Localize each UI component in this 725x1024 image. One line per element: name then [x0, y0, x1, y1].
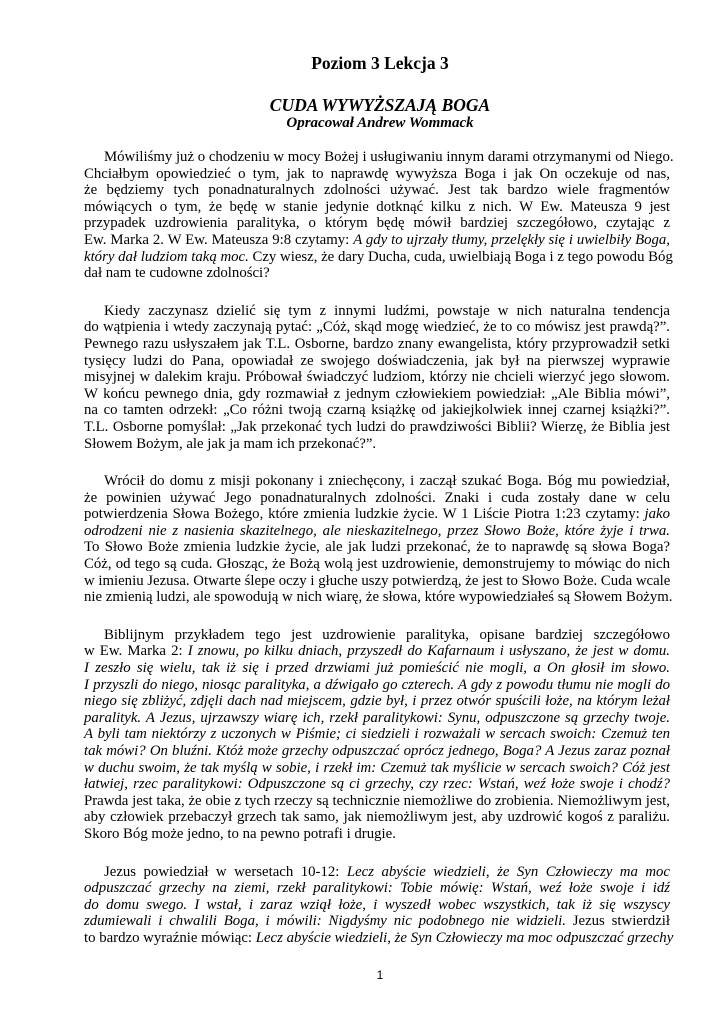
text-line — [84, 864, 670, 881]
scripture-quote: A byli tam niektórzy z uczonych w Piśmie; ci siedzieli i rozważali w sercach swoich: Czemuż ten — [84, 726, 670, 743]
text-run: nie zmienią ludzi, ale spowodują w nich wiarę, że słowa, które wypowiedziałeś są Słowem Bożym. — [84, 589, 673, 606]
text-line — [84, 215, 670, 232]
scripture-quote: odrodzeni nie z nasienia skazitelnego, ale nieskazitelnego, przez Słowo Boże, które żyje i trwa. — [84, 522, 670, 539]
text-run: To Słowo Boże zmienia ludzkie życie, ale jak ludzi przekonać, że to naprawdę są słowa Boga? — [84, 539, 670, 556]
text-line — [84, 929, 674, 947]
text-run: że powinien używać Jego ponadnaturalnych zdolności. Znaki i cuda zostały dane w celu — [84, 489, 670, 506]
scripture-quote: Lecz abyście wiedzieli, że Syn Człowieczy ma moc — [346, 863, 670, 880]
text-line — [84, 556, 670, 573]
text-line — [84, 182, 670, 199]
text-run: Biblijnym przykładem tego jest uzdrowienie paralityka, opisane bardziej szczegółowo — [104, 626, 670, 643]
text-run: Ew. Marka 2. W Ew. Mateusza 9:8 czytamy: — [84, 231, 354, 248]
page-number: 1 — [376, 968, 384, 982]
text-run: tysięcy ludzi do Pana, opowiadał ze swojego doświadczenia, jak był na pierwszej wyprawie — [84, 352, 670, 369]
text-line — [84, 693, 670, 710]
text-line — [84, 760, 670, 777]
paragraph — [84, 149, 674, 282]
text-line — [84, 506, 670, 523]
scripture-quote: I zeszło się wielu, tak iż się i przed drzwiami już pomieścić nie mogli, a On głosił im słowo. — [84, 660, 670, 677]
lesson-title: CUDA WYWYŻSZAJĄ BOGA — [269, 95, 491, 115]
text-run: Wrócił do domu z misji pokonany i zniechęcony, i zaczął szukać Boga. Bóg mu powiedział, — [104, 473, 670, 490]
scripture-quote: który dał ludziom taką moc. — [84, 248, 249, 265]
text-run: w Ew. Marka 2: — [84, 643, 188, 660]
scripture-quote: zdumiewali i chwalili Boga, i mówili: Nigdyśmy nic podobnego nie widzieli. — [84, 913, 566, 930]
text-line — [84, 726, 670, 743]
text-run: T.L. Osborne pomyślał: „Jak przekonać tych ludzi do prawdziwości Biblii? Wierzę, że Biblia jest — [84, 418, 670, 435]
text-run: to bardzo wyraźnie mówiąc: — [84, 929, 256, 946]
text-line — [84, 539, 670, 556]
text-run: że będziemy tych ponadnaturalnych zdolności używać. Jest tak bardzo wiele fragmentów — [84, 182, 670, 199]
scripture-quote: jako — [644, 506, 670, 523]
text-run: Prawda jest taka, że obie z tych rzeczy są technicznie niemożliwe do zrobienia. Niemożliwym jest, — [84, 792, 670, 809]
paragraph — [84, 627, 670, 843]
text-line — [84, 336, 670, 353]
text-run: misyjnej w dalekim kraju. Próbował świadczyć ludziom, którzy nie chcieli wierzyć jego słowom. — [84, 369, 670, 386]
text-line — [84, 473, 670, 490]
text-line — [84, 490, 670, 507]
text-line — [84, 913, 670, 930]
text-line — [84, 826, 670, 843]
text-run: potwierdzenia Słowa Bożego, które zmienia ludzkie życie. W 1 Liście Piotra 1:23 czytamy: — [84, 506, 645, 523]
text-run: mówiących o tym, że będę w stanie jedynie dotknąć kilku z nich. W Ew. Mateusza 9 jest — [84, 198, 670, 215]
text-line — [84, 386, 670, 403]
scripture-quote: A gdy to ujrzały tłumy, przelękły się i uwielbiły Boga, — [353, 231, 671, 248]
text-line — [84, 793, 670, 810]
text-line — [84, 809, 670, 826]
text-run: Słowem Bożym, ale jak ja mam ich przekonać?”. — [84, 435, 377, 452]
text-run: aby człowiek przebaczył grzech tak samo, jak niemożliwym jest, aby uzdrowić kogoś z paraliżu. — [84, 809, 670, 826]
text-run: przypadek uzdrowienia paralityka, o którym będę mówił bardziej szczegółowo, czytając z — [84, 215, 670, 232]
paragraph — [84, 473, 673, 606]
text-run: do wątpienia i wtedy zaczynają pytać: „Cóż, skąd mogę wiedzieć, że to co mówisz jest prawdą?”. — [84, 319, 670, 336]
text-line — [84, 419, 670, 436]
text-line — [84, 743, 670, 760]
scripture-quote: odpuszczać grzechy na ziemi, rzekł paralitykowi: Tobie mówię: Wstań, weź łoże swoje i idź — [84, 880, 670, 897]
text-line — [84, 573, 670, 590]
scripture-quote: do domu swego. I wstał, i zaraz wziął łoże, i wyszedł wobec wszystkich, tak iż się wszyscy — [84, 896, 670, 913]
text-line — [84, 402, 670, 419]
text-run: Cóż, od tego są cuda. Głosząc, że Bożą wolą jest uzdrowienie, demonstrujemy to mówiąc do nich — [84, 556, 670, 573]
text-line — [84, 710, 670, 727]
text-line — [84, 353, 670, 370]
text-line — [84, 199, 670, 216]
scripture-quote: I znowu, po kilku dniach, przyszedł do Kafarnaum i usłyszano, że jest w domu. — [187, 643, 670, 660]
text-line — [84, 319, 670, 336]
text-line — [84, 589, 673, 606]
text-run: Chciałbym opowiedzieć o tym, jak to naprawdę wywyższa Boga i jak On oczekuje od nas, — [84, 165, 670, 182]
text-line — [84, 265, 670, 282]
text-line — [84, 436, 670, 453]
scripture-quote: w duchu swoim, że tak myślą w sobie, i rzekł im: Czemuż tak myślicie w sercach swoich? Cóż jest — [84, 759, 670, 776]
scripture-quote: Lecz abyście wiedzieli, że Syn Człowieczy ma moc odpuszczać grzechy — [255, 929, 674, 946]
text-line — [84, 897, 670, 914]
text-run: Mówiliśmy już o chodzeniu w mocy Bożej i usługiwaniu innym darami otrzymanymi od Niego. — [104, 149, 674, 165]
author-line: Opracował Andrew Wommack — [286, 115, 474, 131]
text-run: Skoro Bóg może jedno, to na pewno potrafi i drugie. — [84, 825, 396, 842]
text-line — [84, 248, 673, 266]
document-title: Poziom 3 Lekcja 3 — [311, 53, 449, 73]
text-line — [84, 643, 670, 660]
scripture-quote: tak mówi? On bluźni. Któż może grzechy odpuszczać oprócz jednego, Boga? A Jezus zaraz poznał — [84, 743, 670, 759]
text-line — [84, 303, 670, 320]
text-line — [84, 523, 670, 540]
text-line — [84, 369, 670, 386]
text-line — [84, 627, 670, 644]
text-line — [84, 880, 670, 897]
text-line — [84, 677, 670, 694]
text-line — [84, 660, 670, 677]
scripture-quote: I przyszli do niego, niosąc paralityka, a dźwigało go czterech. A gdy z powodu tłumu nie mogli do — [84, 676, 670, 693]
scripture-quote: niego się zbliżyć, zdjęli dach nad miejscem, gdzie był, i przez otwór spuścili łoże, na którym leżał — [84, 693, 670, 710]
text-line — [84, 776, 670, 793]
scripture-quote: łatwiej, rzec paralitykowi: Odpuszczone są ci grzechy, czy rzec: Wstań, weź łoże swoje i chodź? — [84, 776, 670, 793]
paragraph — [84, 863, 674, 947]
text-run: Jezus powiedział w wersetach 10-12: — [104, 863, 347, 880]
scripture-quote: paralityk. A Jezus, ujrzawszy wiarę ich, rzekł paralitykowi: Synu, odpuszczone są grzechy twoje. — [84, 709, 670, 726]
text-run: Pewnego razu usłyszałem jak T.L. Osborne, bardzo znany ewangelista, który przyprowadził setki — [84, 335, 670, 352]
text-run: Kiedy zaczynasz dzielić się tym z innymi ludźmi, powstaje w nich naturalna tendencja — [104, 302, 670, 319]
text-line — [84, 149, 674, 166]
text-run: Czy wiesz, że dary Ducha, cuda, uwielbiają Boga i z tego powodu Bóg — [248, 248, 673, 265]
text-line — [84, 232, 670, 249]
text-line — [84, 166, 670, 183]
text-run: dał nam te cudowne zdolności? — [84, 265, 270, 282]
text-run: W końcu pewnego dnia, gdy rozmawiał z jednym człowiekiem powiedział: „Ale Biblia mówi”, — [84, 385, 670, 402]
text-run: w imieniu Jezusa. Otwarte ślepe oczy i głuche uszy potwierdzą, że jest to Słowo Boże. Cuda wcale — [84, 572, 671, 589]
body-text — [84, 149, 674, 968]
text-run: na co tamten odrzekł: „Co różni twoją czarną książkę od jakiejkolwiek innej czarnej książki?”. — [84, 402, 670, 419]
text-run: Jezus stwierdził — [565, 913, 670, 930]
paragraph — [84, 303, 670, 452]
